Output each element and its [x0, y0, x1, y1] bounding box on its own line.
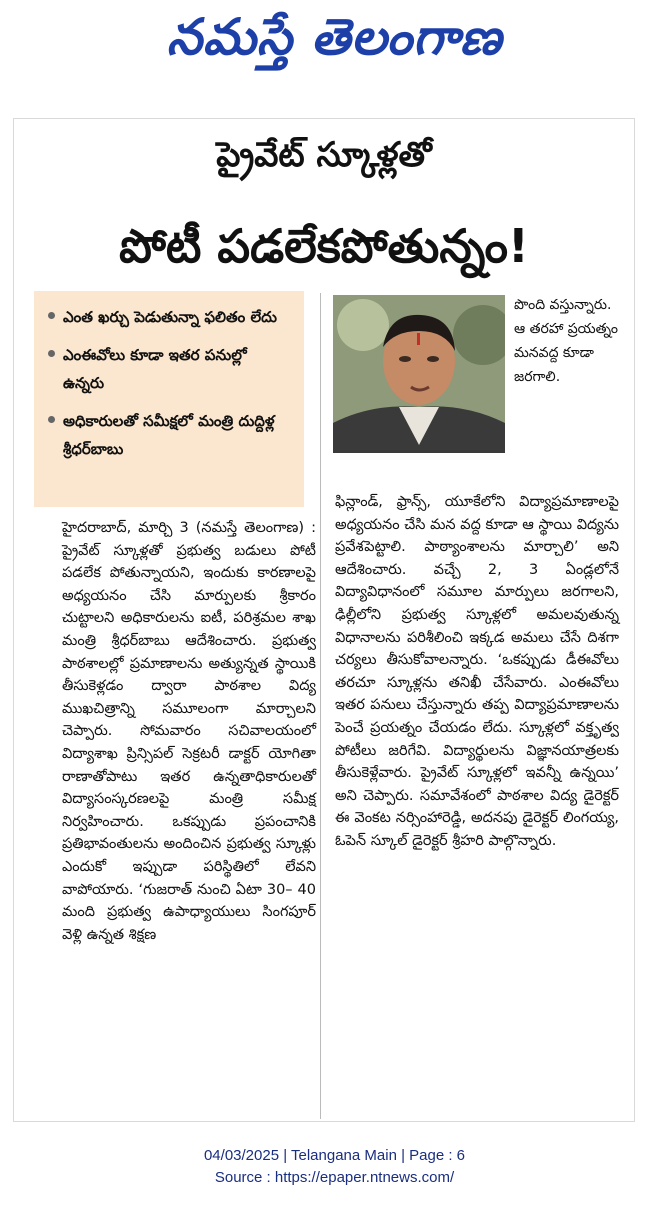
highlight-text: ఎంఈవోలు కూడా ఇతర పనుల్లో ఉన్నరు — [63, 346, 247, 392]
masthead — [0, 0, 669, 96]
highlight-item — [48, 341, 290, 397]
article-headline: పోటీ పడలేకపోతున్నం! — [119, 219, 529, 273]
footer-source: Source : https://epaper.ntnews.com/ — [214, 1169, 455, 1186]
article-body-column-2: ఫిన్లాండ్, ఫ్రాన్స్, యూకేలోని విద్యాప్రమాణాలపై అధ్యయనం చేసి మన వద్ద కూడా ఆ స్థాయి విద్యను ప్రవేశపెట్టాలి. పాఠ్యాంశాలను మార్చాలి’ అని ఆదేశించారు. వచ్చే 2, 3 ఏండ్లలోనే విద్యావిధానంలో సమూల మార్పులు జరగాలని, ఢిల్లీలోని ప్రభుత్వ స్కూళ్లలో అమలవుతున్న విధానాలను పరిశీలించి ఇక్కడ అమలు చేసే దిశగా చర్యలు తీసుకోవాలన్నారు. ‘ఒకప్పుడు డీఈవోలు తరచూ స్కూళ్లను తనిఖీ చేసేవారు. ఎంఈవోలు ఇతర పనులు చేస్తున్నారు తప్ప విద్యాప్రమాణాలను పెంచే ప్రయత్నం చేయడం లేదు. స్కూళ్లలో వక్తృత్వ పోటీలు జరిగేవి. విద్యార్థులను విజ్ఞానయాత్రలకు తీసుకెళ్లేవారు. ప్రైవేట్ స్కూళ్లలో ఇవన్నీ ఉన్నయి’ అని చెప్పారు. సమావేశంలో పాఠశాల విద్య డైరెక్టర్ ఈ వెంకట నర్సింహారెడ్డి, అదనపు డైరెక్టర్ లింగయ్య, ఓపెన్ స్కూల్ డైరెక్టర్ శ్రీహరి పాల్గొన్నారు. — [335, 494, 619, 849]
bullet-icon — [48, 312, 55, 319]
bullet-icon — [48, 350, 55, 357]
highlight-item — [48, 303, 290, 331]
photo-caption-text: పొంది వస్తున్నారు. ఆ తరహా ప్రయత్నం మనవద్ద కూడా జరగాలి. — [514, 297, 619, 385]
highlight-text: అధికారులతో సమీక్షలో మంత్రి దుద్దిళ్ల శ్రీధర్‌బాబు — [63, 412, 275, 458]
highlights-box — [34, 291, 304, 507]
minister-photo — [333, 295, 505, 453]
masthead-logo: నమస్తే తెలంగాణ — [166, 8, 503, 66]
column-divider — [320, 293, 321, 1119]
highlight-text: ఎంత ఖర్చు పెడుతున్నా ఫలితం లేదు — [63, 308, 277, 326]
article-body-column-1: హైదరాబాద్, మార్చి 3 (నమస్తే తెలంగాణ) : ప్రైవేట్ స్కూళ్లతో ప్రభుత్వ బడులు పోటీ పడలేక పోతున్నాయని, ఇందుకు కారణాలపై అధ్యయనం చేసి మార్పులకు శ్రీకారం చుట్టాలని అధికారులను ఐటీ, పరిశ్రమల శాఖ మంత్రి శ్రీధర్‌బాబు ఆదేశించారు. ప్రభుత్వ పాఠశాలల్లో ప్రమాణాలను అత్యున్నత స్థాయికి తీసుకెళ్లడం ద్వారా పాఠశాల విద్య ముఖచిత్రాన్ని సమూలంగా మార్చాలని చెప్పారు. సోమవారం సచివాలయంలో విద్యాశాఖ ప్రిన్సిపల్ సెక్రటరీ డాక్టర్ యోగితా రాణాతోపాటు ఇతర ఉన్నతాధికారులతో విద్యాసంస్కరణలపై మంత్రి సమీక్ష నిర్వహించారు. ఒకప్పుడు ప్రపంచానికి ప్రతిభావంతులను అందించిన ప్రభుత్వ స్కూళ్లు ఎందుకో ఇప్పుడా పరిస్థితిలో లేవని వాపోయారు. ‘గుజరాత్ నుంచి ఏటా 30– 40 మంది ప్రభుత్వ ఉపాధ్యాయులు సింగపూర్ వెళ్లి ఉన్నత శిక్షణ — [62, 520, 316, 943]
highlight-item — [48, 407, 290, 463]
portrait-image — [333, 295, 505, 453]
article-kicker: ప్రైవేట్ స్కూళ్లతో — [216, 135, 432, 175]
bullet-icon — [48, 416, 55, 423]
article-clipping — [13, 118, 635, 1122]
footer-date-edition: 04/03/2025 | Telangana Main | Page : 6 — [203, 1147, 466, 1164]
